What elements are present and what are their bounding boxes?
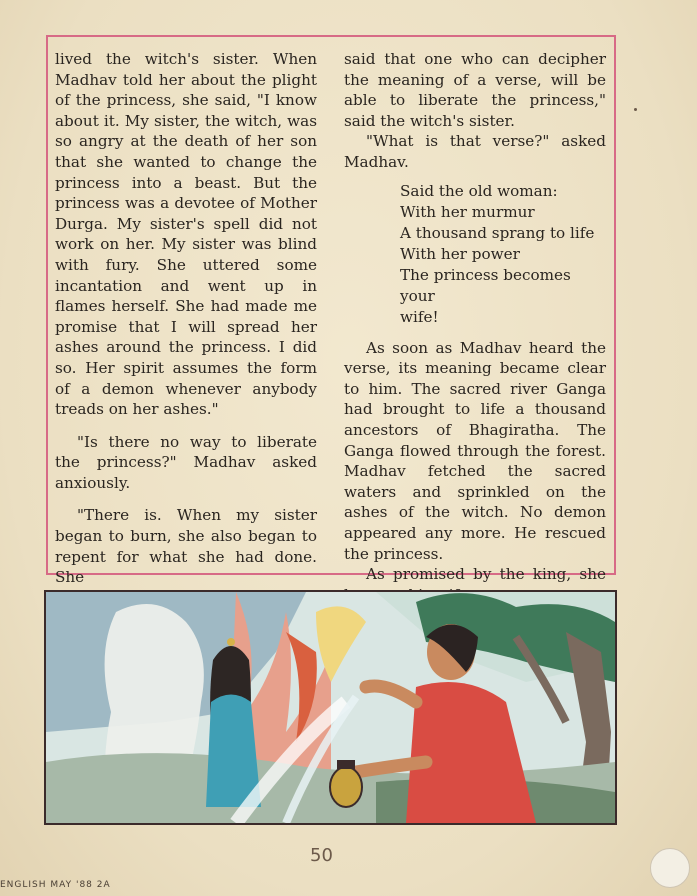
publisher-logo-icon	[650, 848, 690, 888]
verse-line: The princess becomes your	[400, 265, 571, 305]
verse-block	[400, 181, 606, 328]
paragraph: As soon as Madhav heard the verse, its meaning became clear to him. The sacred river Ganga had brought to life a thousand ancestors of Bhagiratha. The Ganga flowed through the forest. Madhav fetched the sacred waters and sprinkled on the ashes of the witch. No demon appeared any more. He rescued the princess.	[344, 338, 606, 563]
story-text-frame	[46, 35, 616, 587]
page-number: 50	[310, 845, 333, 866]
right-column	[344, 49, 606, 605]
verse-line: With her power	[400, 244, 520, 263]
print-speck	[634, 108, 637, 111]
story-illustration	[44, 590, 617, 825]
verse-line: With her murmur	[400, 202, 535, 221]
verse-line: Said the old woman:	[400, 181, 558, 200]
paragraph: "There is. When my sister began to burn, she also began to repent for what she had done. She	[55, 506, 317, 587]
paragraph: said that one who can decipher the meaning of a verse, will be able to liberate the princess," said the witch's sister.	[344, 50, 606, 130]
paragraph: As promised by the king, she	[366, 565, 606, 584]
paragraph: "What is that verse?" asked Madhav.	[344, 132, 606, 171]
paragraph: lived the witch's sister. When Madhav told her about the plight of the princess, she said, "I know about it. My sister, the witch, was so angry at the death of her son that she wanted to change the princess into a beast. But the princess was a devotee of Mother Durga. My sister's spell did not work on her. My sister was blind with fury. She uttered some incantation and went up in flames herself. She had made me promise that I will spread her ashes around the princess. I did so. Her spirit assumes the form of a demon whenever anybody treads on her ashes."	[55, 50, 317, 419]
footer-text: ENGLISH MAY '88 2A	[0, 880, 111, 890]
illustration-artwork	[46, 592, 615, 823]
left-column	[55, 49, 317, 588]
verse-line: A thousand sprang to life	[400, 223, 595, 242]
verse-line: wife!	[400, 307, 439, 326]
paragraph: "Is there no way to liberate the princess?" Madhav asked anxiously.	[55, 432, 317, 492]
